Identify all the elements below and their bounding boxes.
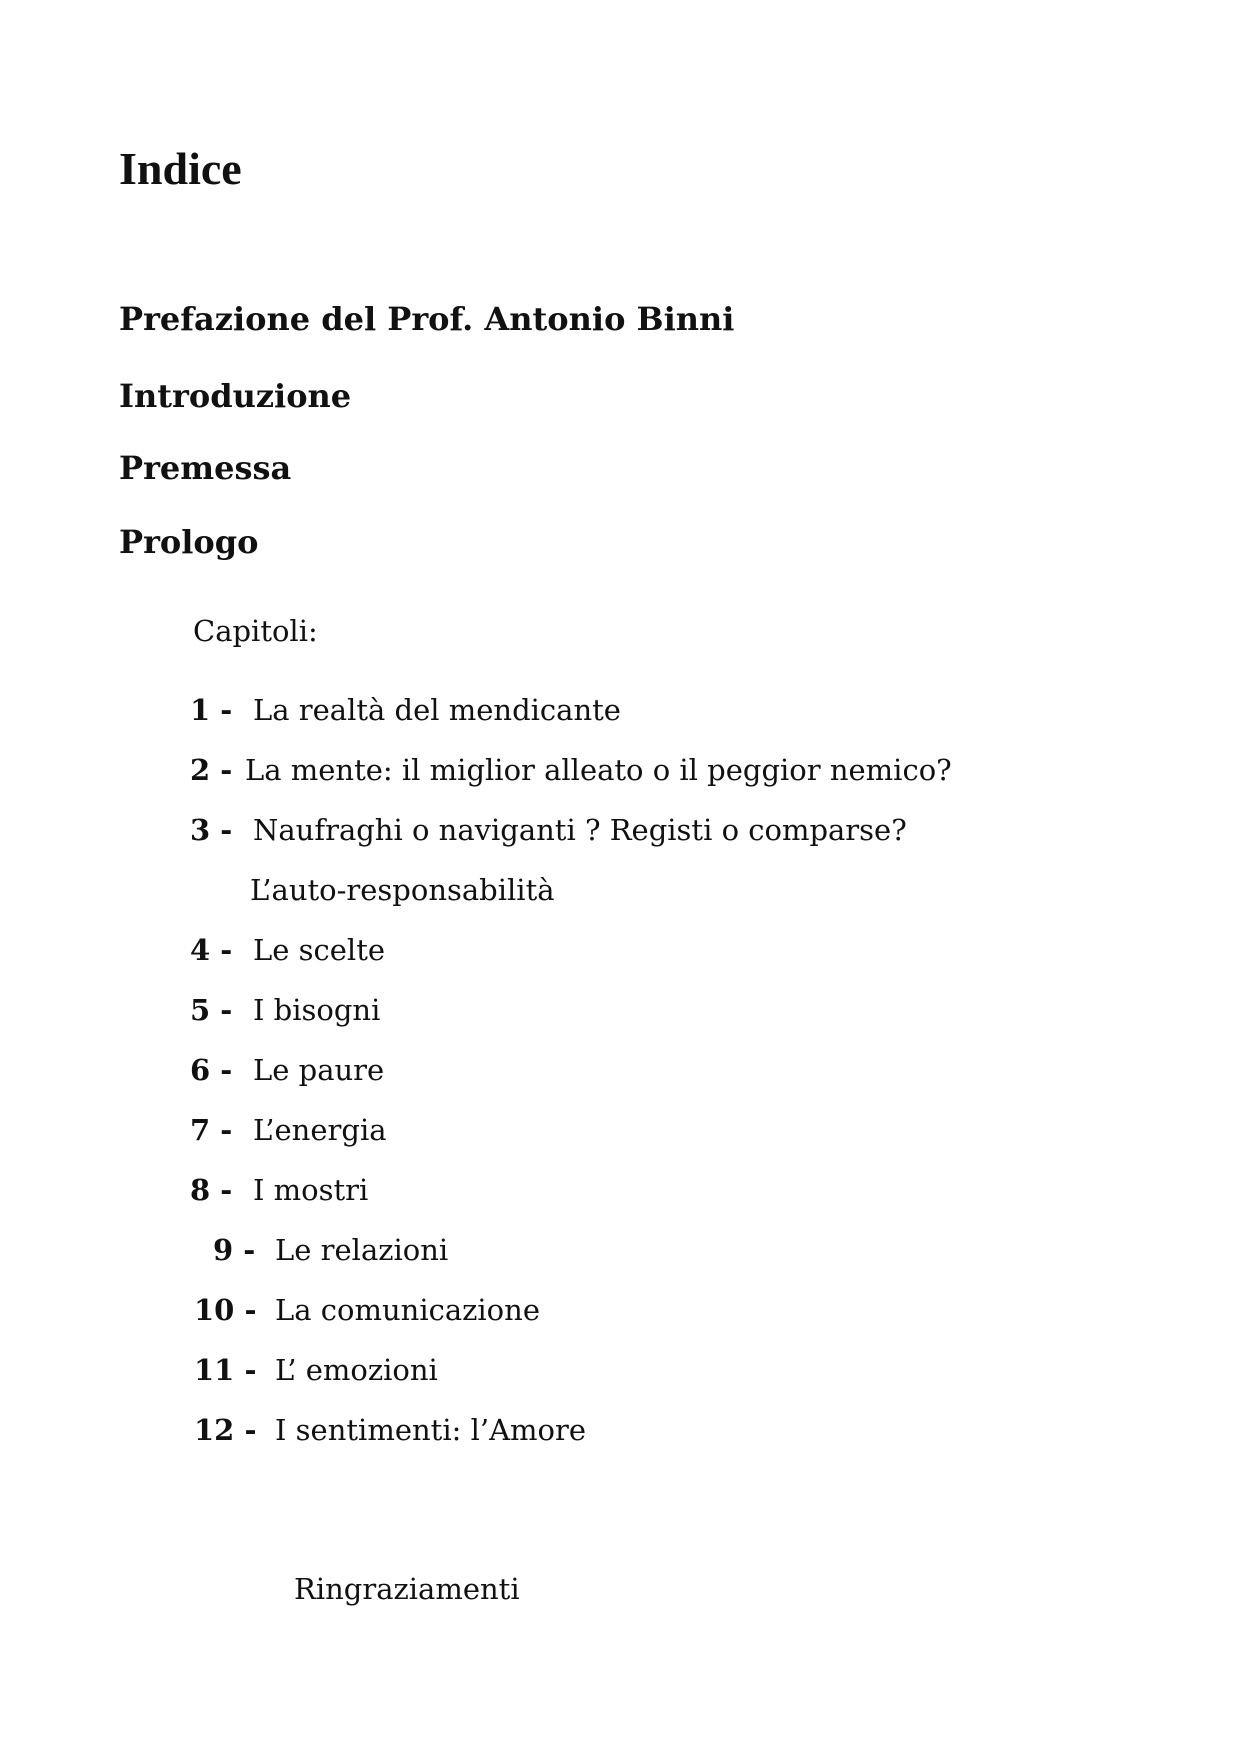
- chapter-number: 5 -: [190, 993, 233, 1027]
- chapter-title: Naufraghi o naviganti ? Registi o comparse?: [253, 813, 907, 847]
- chapter-title: Le relazioni: [275, 1233, 449, 1267]
- chapter-title: I mostri: [253, 1173, 369, 1207]
- chapter-number: 11 -: [194, 1353, 257, 1387]
- chapter-number: 6 -: [190, 1053, 233, 1087]
- chapter-title: I bisogni: [253, 993, 381, 1027]
- chapter-number: 4 -: [190, 933, 233, 967]
- toc-item-ringraziamenti: Ringraziamenti: [294, 1572, 520, 1606]
- chapter-row: [0, 690, 1240, 730]
- chapter-row: [0, 1350, 1240, 1390]
- chapter-number: 1 -: [190, 693, 233, 727]
- chapter-row: [0, 1050, 1240, 1090]
- chapter-row: [0, 750, 1240, 790]
- chapter-number: 3 -: [190, 813, 233, 847]
- chapter-title: Le scelte: [253, 933, 386, 967]
- chapter-row: [0, 1230, 1240, 1270]
- chapter-number: 7 -: [190, 1113, 233, 1147]
- chapter-row: [0, 1290, 1240, 1330]
- chapter-number: 10 -: [194, 1293, 257, 1327]
- chapter-title: I sentimenti: l’Amore: [275, 1413, 586, 1447]
- chapter-title: La comunicazione: [275, 1293, 540, 1327]
- chapter-row: [0, 1410, 1240, 1450]
- toc-item-premessa: Premessa: [119, 449, 292, 487]
- chapter-number: 9 -: [213, 1233, 256, 1267]
- chapters-heading: Capitoli:: [193, 614, 318, 648]
- toc-item-prefazione: Prefazione del Prof. Antonio Binni: [119, 300, 735, 338]
- chapter-row: [0, 1170, 1240, 1210]
- chapter-title: L’ emozioni: [275, 1353, 438, 1387]
- toc-item-prologo: Prologo: [119, 523, 259, 561]
- chapter-number: 2 -: [190, 753, 233, 787]
- chapter-row: [0, 870, 1240, 910]
- page-title: Indice: [119, 143, 242, 194]
- chapter-title: La realtà del mendicante: [253, 693, 621, 727]
- chapter-row: [0, 810, 1240, 850]
- chapter-number: 12 -: [194, 1413, 257, 1447]
- chapter-row: [0, 1110, 1240, 1150]
- chapter-row: [0, 930, 1240, 970]
- chapter-title: La mente: il miglior alleato o il peggior nemico?: [245, 753, 952, 787]
- chapter-row: [0, 990, 1240, 1030]
- chapter-title: L’auto-responsabilità: [250, 873, 555, 907]
- chapter-number: 8 -: [190, 1173, 233, 1207]
- chapter-title: L’energia: [253, 1113, 387, 1147]
- toc-item-introduzione: Introduzione: [119, 377, 352, 415]
- chapter-title: Le paure: [253, 1053, 385, 1087]
